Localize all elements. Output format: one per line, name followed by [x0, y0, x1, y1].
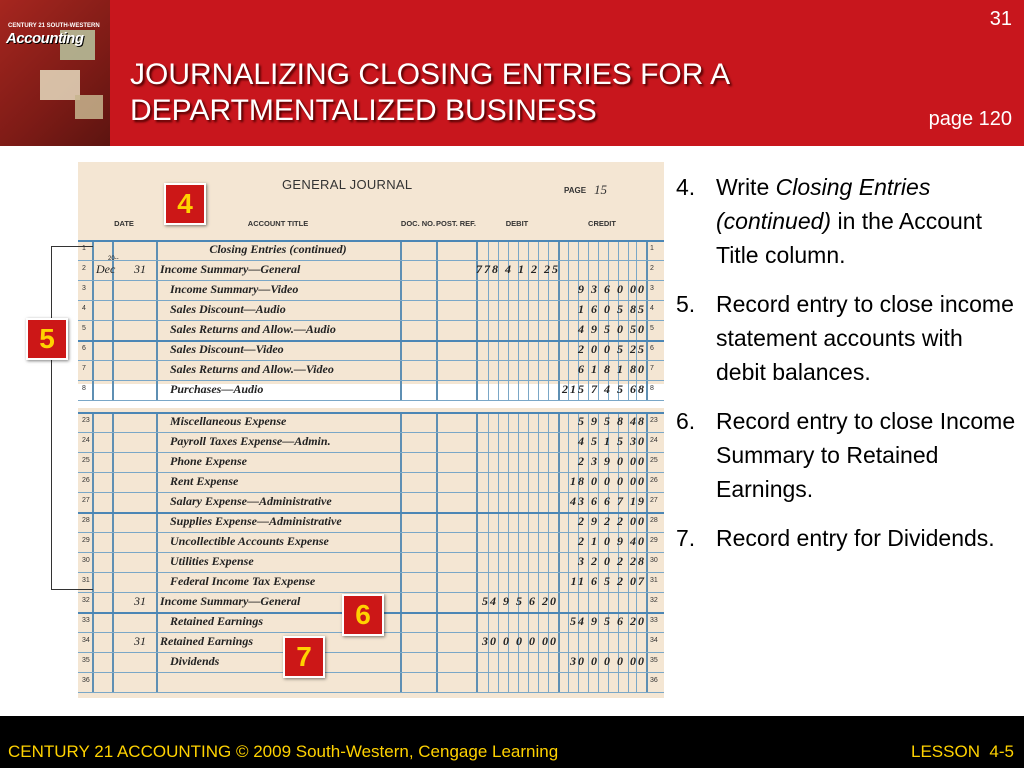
line-number-right: 2 — [650, 265, 654, 272]
page-reference: page 120 — [928, 108, 1012, 130]
line-number-right: 23 — [650, 417, 658, 424]
credit-amount: 215 7 4 5 68 — [562, 382, 646, 396]
line-number-left: 33 — [82, 617, 90, 624]
table-row — [78, 532, 664, 552]
step-4-post: in the Account Title column. — [716, 208, 982, 268]
step-5-text: Record entry to close income statement accounts with debit balances. — [716, 291, 1014, 385]
callout-6: 6 — [342, 594, 384, 636]
line-number-left: 8 — [82, 385, 86, 392]
line-number-right: 35 — [650, 657, 658, 664]
table-row — [78, 452, 664, 472]
line-number-right: 7 — [650, 365, 654, 372]
book-cover-logo — [0, 0, 110, 146]
callout-4: 4 — [164, 183, 206, 225]
account-title: Sales Discount—Video — [170, 342, 284, 356]
table-row — [78, 240, 664, 260]
slide-title — [130, 57, 730, 129]
table-row — [78, 300, 664, 320]
debit-amount: 54 9 5 6 20 — [482, 594, 558, 608]
line-number-left: 28 — [82, 517, 90, 524]
table-row — [78, 380, 664, 400]
step-4-pre: Write — [716, 174, 776, 200]
line-number-left: 2 — [82, 265, 86, 272]
line-number-left: 7 — [82, 365, 86, 372]
line-number-left: 31 — [82, 577, 90, 584]
line-number-left: 35 — [82, 657, 90, 664]
credit-amount: 2 3 9 0 00 — [578, 454, 646, 468]
table-row — [78, 652, 664, 672]
slide-footer — [0, 716, 1024, 768]
step-7-number: 7. — [676, 525, 696, 551]
journal-page-label: PAGE — [564, 186, 587, 195]
account-title: Sales Returns and Allow.—Video — [170, 362, 334, 376]
credit-amount: 2 0 0 5 25 — [578, 342, 646, 356]
account-title: Retained Earnings — [170, 614, 264, 628]
line-number-left: 6 — [82, 345, 86, 352]
line-number-left: 23 — [82, 417, 90, 424]
logo-title: Accounting — [6, 30, 84, 47]
credit-amount: 54 9 5 6 20 — [570, 614, 646, 628]
date-day: 31 — [134, 634, 146, 648]
line-number-left: 5 — [82, 325, 86, 332]
step-6 — [676, 404, 1016, 506]
account-title: Utilities Expense — [170, 554, 254, 568]
line-number-right: 30 — [650, 557, 658, 564]
step-7 — [676, 521, 1016, 555]
account-title: Salary Expense—Administrative — [170, 494, 332, 508]
account-title: Purchases—Audio — [170, 382, 264, 396]
line-number-right: 32 — [650, 597, 658, 604]
line-number-right: 33 — [650, 617, 658, 624]
account-title: Closing Entries (continued) — [209, 242, 347, 256]
line-number-right: 8 — [650, 385, 654, 392]
step5-bracket — [51, 246, 93, 590]
callout-5: 5 — [26, 318, 68, 360]
line-number-right: 34 — [650, 637, 658, 644]
table-row — [78, 572, 664, 592]
footer-copyright: CENTURY 21 ACCOUNTING © 2009 South-Western, Cengage Learning — [8, 742, 559, 761]
line-number-left: 29 — [82, 537, 90, 544]
journal-page-number: 15 — [594, 182, 607, 197]
line-number-left: 3 — [82, 285, 86, 292]
credit-amount: 43 6 6 7 19 — [570, 494, 646, 508]
account-title: Dividends — [170, 654, 220, 668]
account-title: Retained Earnings — [160, 634, 254, 648]
credit-amount: 3 2 0 2 28 — [578, 554, 646, 568]
column-header-credit: CREDIT — [588, 218, 616, 228]
line-number-right: 36 — [650, 677, 658, 684]
line-number-left: 1 — [82, 245, 86, 252]
account-title: Sales Discount—Audio — [170, 302, 286, 316]
slide-title-line2: DEPARTMENTALIZED BUSINESS — [130, 94, 597, 127]
line-number-right: 26 — [650, 477, 658, 484]
table-row — [78, 492, 664, 512]
line-number-left: 27 — [82, 497, 90, 504]
line-number-right: 6 — [650, 345, 654, 352]
account-title: Income Summary—General — [160, 594, 301, 608]
grid-hline — [78, 692, 664, 693]
table-row — [78, 672, 664, 692]
credit-amount: 30 0 0 0 00 — [570, 654, 646, 668]
account-title: Rent Expense — [170, 474, 239, 488]
table-row — [78, 360, 664, 380]
credit-amount: 6 1 8 1 80 — [578, 362, 646, 376]
slide-header — [0, 0, 1024, 146]
account-title: Supplies Expense—Administrative — [170, 514, 342, 528]
line-number-right: 28 — [650, 517, 658, 524]
grid-hline — [78, 400, 664, 401]
credit-amount: 4 5 1 5 30 — [578, 434, 646, 448]
account-title: Income Summary—General — [160, 262, 301, 276]
account-title: Phone Expense — [170, 454, 248, 468]
line-number-right: 29 — [650, 537, 658, 544]
credit-amount: 5 9 5 8 48 — [578, 414, 646, 428]
table-row — [78, 320, 664, 340]
journal-bottom-section — [78, 408, 664, 698]
account-title: Uncollectible Accounts Expense — [170, 534, 329, 548]
step-4-number: 4. — [676, 174, 696, 200]
line-number-right: 5 — [650, 325, 654, 332]
step-4-italic: Closing Entries (continued) — [716, 174, 931, 234]
line-number-right: 3 — [650, 285, 654, 292]
debit-amount: 30 0 0 0 00 — [482, 634, 558, 648]
line-number-right: 27 — [650, 497, 658, 504]
column-header-account-title: ACCOUNT TITLE — [247, 218, 309, 228]
line-number-left: 24 — [82, 437, 90, 444]
credit-amount: 9 3 6 0 00 — [578, 282, 646, 296]
instruction-steps — [676, 170, 1016, 570]
account-title: Miscellaneous Expense — [170, 414, 287, 428]
logo-subtitle: CENTURY 21 SOUTH-WESTERN — [8, 23, 100, 29]
table-row — [78, 412, 664, 432]
line-number-right: 25 — [650, 457, 658, 464]
step-4 — [676, 170, 1016, 272]
account-title: Payroll Taxes Expense—Admin. — [170, 434, 331, 448]
credit-amount: 11 6 5 2 07 — [570, 574, 646, 588]
column-header-post-ref: POST. REF. — [436, 218, 477, 228]
line-number-left: 34 — [82, 637, 90, 644]
credit-amount: 18 0 0 0 00 — [570, 474, 646, 488]
footer-lesson: LESSON 4-5 — [911, 742, 1014, 761]
account-title: Federal Income Tax Expense — [170, 574, 316, 588]
line-number-left: 25 — [82, 457, 90, 464]
column-header-debit: DEBIT — [505, 218, 529, 228]
date-month: Dec — [96, 262, 116, 276]
slide-title-line1: JOURNALIZING CLOSING ENTRIES FOR A — [130, 58, 731, 91]
step-6-number: 6. — [676, 408, 696, 434]
table-row — [78, 280, 664, 300]
credit-amount: 2 1 0 9 40 — [578, 534, 646, 548]
line-number-left: 32 — [82, 597, 90, 604]
line-number-right: 24 — [650, 437, 658, 444]
line-number-left: 36 — [82, 677, 90, 684]
debit-amount: 778 4 1 2 25 — [476, 262, 560, 276]
credit-amount: 2 9 2 2 00 — [578, 514, 646, 528]
line-number-left: 26 — [82, 477, 90, 484]
line-number-right: 31 — [650, 577, 658, 584]
line-number-right: 1 — [650, 245, 654, 252]
line-number-right: 4 — [650, 305, 654, 312]
account-title: Sales Returns and Allow.—Audio — [170, 322, 336, 336]
slide-number: 31 — [989, 8, 1012, 30]
table-row — [78, 256, 664, 280]
date-day: 31 — [134, 594, 146, 608]
step-5-number: 5. — [676, 291, 696, 317]
credit-amount: 1 6 0 5 85 — [578, 302, 646, 316]
table-row — [78, 432, 664, 452]
line-number-left: 30 — [82, 557, 90, 564]
step-5 — [676, 287, 1016, 389]
column-header-doc-no: DOC. NO. — [400, 218, 436, 228]
table-row — [78, 472, 664, 492]
date-year: 20-- — [108, 256, 119, 262]
step-7-text: Record entry for Dividends. — [716, 525, 995, 551]
line-number-left: 4 — [82, 305, 86, 312]
step-6-text: Record entry to close Income Summary to Retained Earnings. — [716, 408, 1016, 502]
callout-7: 7 — [283, 636, 325, 678]
date-day: 31 — [134, 262, 146, 276]
column-header-date: DATE — [114, 218, 134, 228]
account-title: Income Summary—Video — [170, 282, 299, 296]
credit-amount: 4 9 5 0 50 — [578, 322, 646, 336]
journal-title: GENERAL JOURNAL — [282, 177, 413, 192]
table-row — [78, 340, 664, 360]
table-row — [78, 552, 664, 572]
table-row — [78, 512, 664, 532]
